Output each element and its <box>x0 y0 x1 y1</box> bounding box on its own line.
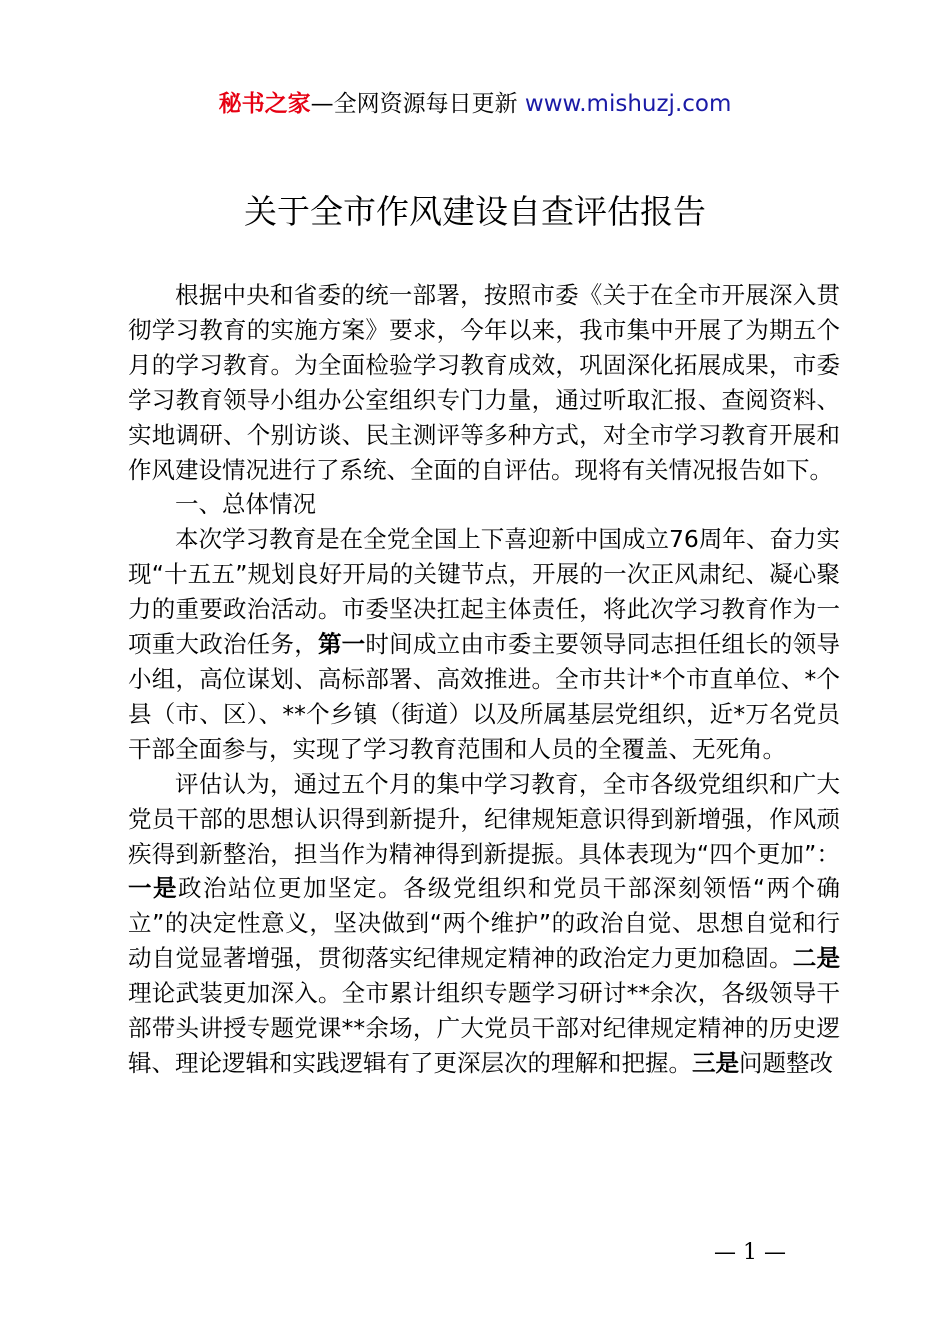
document-body <box>128 278 840 1081</box>
site-header <box>0 86 950 122</box>
overview-text-part1: 本次学习教育是在全党全国上下喜迎新中国成立76周年、奋力实现“十五五”规划良好开局的关键节点，开展的一次正风肃纪、凝心聚力的重要政治活动。市委坚决扛起主体责任，将此次学习教育作为一项重大政治任务， <box>128 525 840 659</box>
assessment-emphasis-one: 一是 <box>128 874 178 903</box>
assessment-text-part2: 政治站位更加坚定。各级党组织和党员干部深刻领悟“两个确立”的决定性意义，坚决做到“两个维护”的政治自觉、思想自觉和行动自觉显著增强，贯彻落实纪律规定精神的政治定力更加稳固。 <box>128 874 840 973</box>
overview-paragraph <box>128 522 840 766</box>
assessment-text-part3: 理论武装更加深入。全市累计组织专题学习研讨**余次，各级领导干部带头讲授专题党课**余场，广大党员干部对纪律规定精神的历史逻辑、理论逻辑和实践逻辑有了更深层次的理解和把握。 <box>128 979 840 1077</box>
intro-paragraph: 根据中央和省委的统一部署，按照市委《关于在全市开展深入贯彻学习教育的实施方案》要求，今年以来，我市集中开展了为期五个月的学习教育。为全面检验学习教育成效，巩固深化拓展成果，市委学习教育领导小组办公室组织专门力量，通过听取汇报、查阅资料、实地调研、个别访谈、民主测评等多种方式，对全市学习教育开展和作风建设情况进行了系统、全面的自评估。现将有关情况报告如下。 <box>128 281 840 484</box>
assessment-text-part4: 问题整改 <box>739 1048 833 1077</box>
document-title: 关于全市作风建设自查评估报告 <box>244 192 706 231</box>
brand-name: 秘书之家 <box>218 91 311 117</box>
site-url-link[interactable]: www.mishuzj.com <box>524 91 732 117</box>
assessment-text-part1: 评估认为，通过五个月的集中学习教育，全市各级党组织和广大党员干部的思想认识得到新提升，纪律规矩意识得到新增强，作风顽疾得到新整治，担当作为精神得到新提振。具体表现为“四个更加”： <box>128 769 840 868</box>
overview-emphasis-first: 第一 <box>317 630 366 659</box>
site-slogan: —全网资源每日更新 <box>310 91 525 117</box>
assessment-emphasis-three: 三是 <box>692 1048 739 1077</box>
section-heading-overview: 一、总体情况 <box>175 490 316 519</box>
assessment-paragraph <box>128 767 840 1081</box>
overview-text-part2: 时间成立由市委主要领导同志担任组长的领导小组，高位谋划、高标部署、高效推进。全市共计*个市直单位、*个县（市、区）、**个乡镇（街道）以及所属基层党组织，近*万名党员干部全面参与，实现了学习教育范围和人员的全覆盖、无死角。 <box>128 630 841 763</box>
page-number: — 1 — <box>714 1240 786 1265</box>
assessment-emphasis-two: 二是 <box>792 944 841 973</box>
